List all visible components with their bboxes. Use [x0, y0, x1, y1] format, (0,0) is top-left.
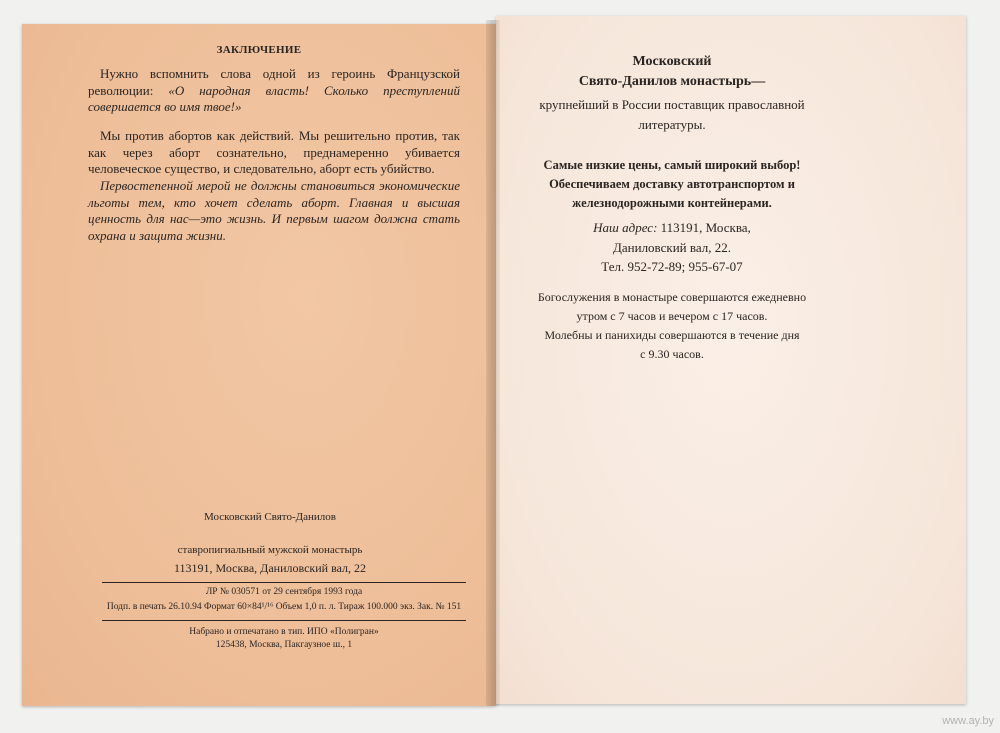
imprint-rule-bottom: [102, 620, 466, 621]
service-line-3: Молебны и панихиды совершаются в течение дня: [544, 328, 800, 342]
service-line-4: с 9.30 часов.: [640, 347, 704, 361]
paragraph-3-text: Первостепенной мерой не должны становиться экономические льготы тем, кто хочет сделать аборт. Главная и высшая ценность для нас—это жизнь. И первым шагом должна стать охрана и защита жизни.: [88, 178, 460, 243]
publisher-address: 113191, Москва, Даниловский вал, 22: [173, 561, 367, 575]
monastery-subtitle-line-1: крупнейший в России поставщик православной: [539, 97, 805, 112]
printer-name: Набрано и отпечатано в тип. ИПО «Полигран»: [189, 627, 379, 637]
monastery-title-line-1: Московский: [632, 54, 712, 69]
paragraph-1-quote: «О народная власть! Сколько преступлений совершается во имя твое!»: [88, 82, 460, 114]
publisher-name: Московский Свято-Данилов: [204, 511, 336, 523]
conclusion-heading: ЗАКЛЮЧЕНИЕ: [216, 44, 302, 56]
address-label: Наш адрес:: [593, 220, 658, 235]
site-watermark: www.ay.by: [942, 715, 994, 727]
paragraph-1-text: Нужно вспомнить слова одной из героинь Французской революции:: [88, 66, 460, 98]
paragraph-3: [88, 178, 460, 244]
offer-line-2: Обеспечиваем доставку автотранспортом и: [549, 177, 795, 191]
publisher-type: ставропигиальный мужской монастырь: [177, 544, 363, 556]
address-line-2: Даниловский вал, 22.: [613, 240, 731, 255]
monastery-subtitle-line-2: литературы.: [638, 117, 706, 132]
address-line-1: [502, 220, 842, 236]
paragraph-1: [88, 66, 460, 116]
imprint-rule-top: [102, 582, 466, 583]
paragraph-2: [88, 128, 460, 178]
imprint-license: ЛР № 030571 от 29 сентября 1993 года: [205, 587, 363, 597]
printer-address: 125438, Москва, Пакгаузное ш., 1: [215, 640, 353, 650]
service-line-1: Богослужения в монастыре совершаются ежедневно: [537, 290, 807, 304]
imprint-details: Подп. в печать 26.10.94 Формат 60×84¹/¹⁶ Объем 1,0 п. л. Тираж 100.000 экз. Зак. № 151: [106, 602, 462, 612]
paragraph-2-text: Мы против абортов как действий. Мы решительно против, так как через аборт сознательно, преднамеренно убивается человеческое существо, и следовательно, аборт есть убийство.: [88, 128, 460, 176]
offer-line-3: железнодорожными контейнерами.: [572, 196, 772, 210]
monastery-title-line-2: Свято-Данилов монастырь—: [578, 74, 766, 89]
address-text: 113191, Москва,: [657, 220, 751, 235]
book-spine: [486, 20, 500, 706]
offer-line-1: Самые низкие цены, самый широкий выбор!: [543, 158, 801, 172]
phone-line: Тел. 952-72-89; 955-67-07: [601, 259, 743, 274]
service-line-2: утром с 7 часов и вечером с 17 часов.: [576, 309, 768, 323]
